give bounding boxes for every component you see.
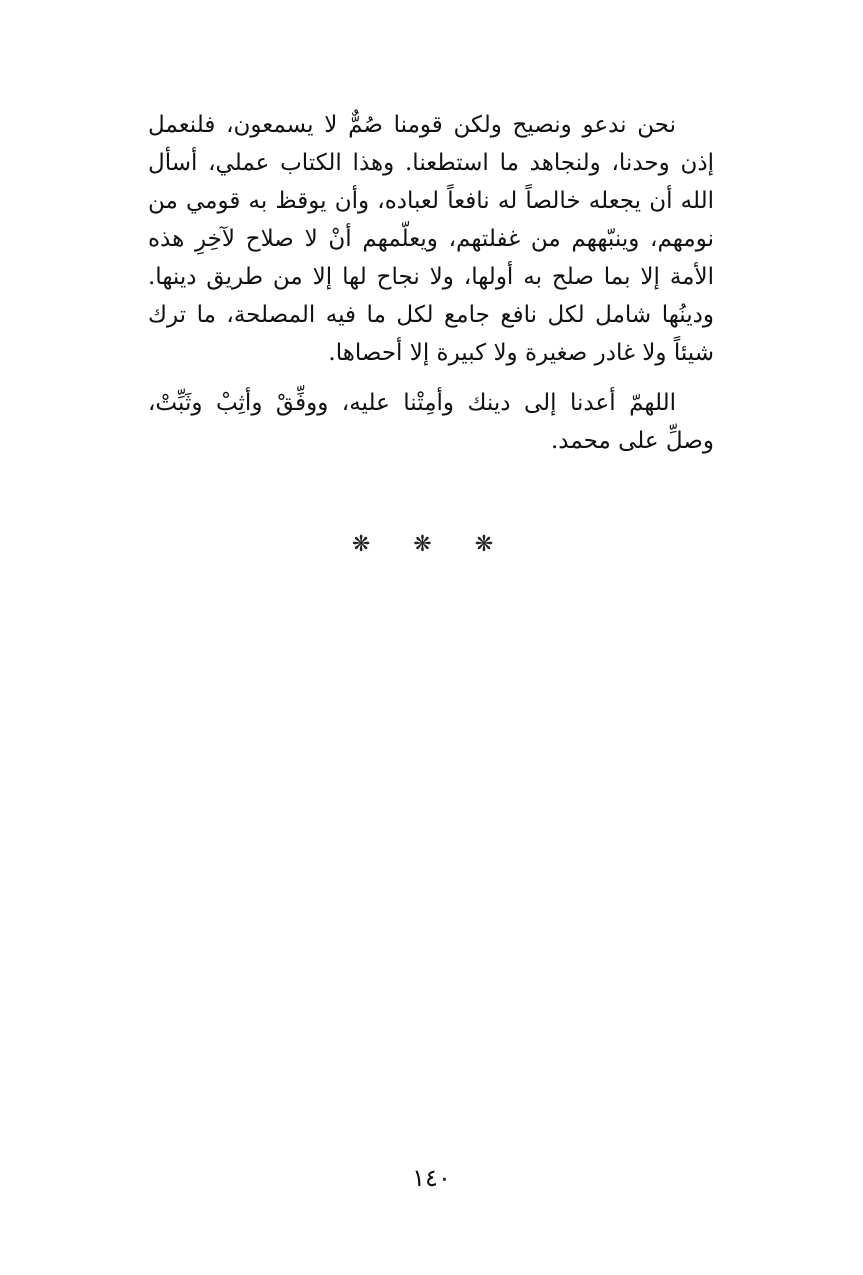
body-text (148, 106, 714, 460)
paragraph-2: اللهمّ أعدنا إلى دينك وأمِتْنا عليه، ووفِّقْ وأثِبْ وثَبِّتْ، وصلِّ على محمد. (148, 390, 714, 454)
page-number: ١٤٠ (412, 1164, 451, 1192)
section-separator: ❋ ❋ ❋ (351, 532, 512, 557)
paragraph-1: نحن ندعو ونصيح ولكن قومنا صُمٌّ لا يسمعون، فلنعمل إذن وحدنا، ولنجاهد ما استطعنا. وهذا الكتاب عملي، أسأل الله أن يجعله خالصاً له نافعاً لعباده، وأن يوقظ به قومي من نومهم، وينبّههم من غفلتهم، ويعلّمهم أنْ لا صلاح لآخِرِ هذه الأمة إلا بما صلح به أولها، ولا نجاح لها إلا من طريق دينها. ودينُها شامل لكل نافع جامع لكل ما فيه المصلحة، ما ترك شيئاً ولا غادر صغيرة ولا كبيرة إلا أحصاها. (148, 112, 714, 366)
